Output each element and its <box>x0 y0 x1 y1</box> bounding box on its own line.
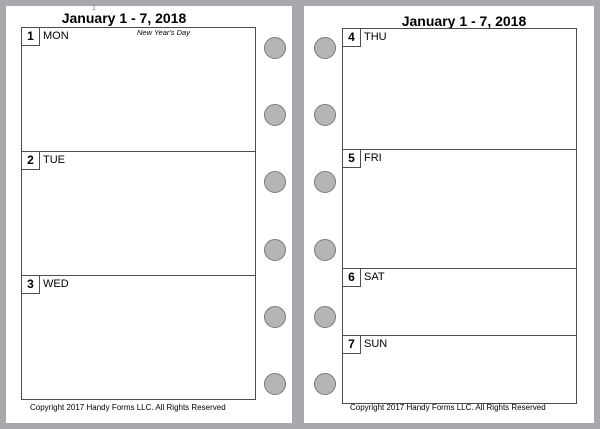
day-number: 1 <box>22 28 40 46</box>
day-box-friday[interactable] <box>343 150 576 269</box>
day-box-thursday[interactable] <box>343 29 576 150</box>
day-grid-right <box>342 28 577 404</box>
right-planner-page <box>304 6 594 423</box>
binder-hole-icon <box>264 37 286 59</box>
day-number: 2 <box>22 152 40 170</box>
binder-hole-icon <box>314 373 336 395</box>
holiday-label: New Year's Day <box>137 28 190 37</box>
day-name: SAT <box>364 271 385 283</box>
day-grid-left <box>21 27 256 400</box>
day-box-monday[interactable] <box>22 28 255 152</box>
binder-hole-icon <box>264 373 286 395</box>
binder-hole-icon <box>314 306 336 328</box>
day-box-tuesday[interactable] <box>22 152 255 276</box>
binder-hole-icon <box>264 104 286 126</box>
day-box-sunday[interactable] <box>343 336 576 403</box>
day-box-saturday[interactable] <box>343 269 576 336</box>
left-planner-page <box>6 6 292 423</box>
day-name: SUN <box>364 338 388 350</box>
day-number: 7 <box>343 336 361 354</box>
day-number: 4 <box>343 29 361 47</box>
day-name: TUE <box>43 154 65 166</box>
day-number: 3 <box>22 276 40 294</box>
day-number: 6 <box>343 269 361 287</box>
binder-hole-icon <box>264 171 286 193</box>
binder-hole-icon <box>314 239 336 261</box>
binder-hole-icon <box>264 306 286 328</box>
week-title-right: January 1 - 7, 2018 <box>401 13 527 29</box>
binder-hole-icon <box>264 239 286 261</box>
day-name: MON <box>43 30 69 42</box>
day-number: 5 <box>343 150 361 168</box>
day-name: THU <box>364 31 387 43</box>
binder-hole-icon <box>314 37 336 59</box>
day-name: WED <box>43 278 69 290</box>
week-title-left: January 1 - 7, 2018 <box>61 10 187 26</box>
binder-hole-icon <box>314 104 336 126</box>
page-mark: 1 <box>92 5 96 12</box>
binder-hole-icon <box>314 171 336 193</box>
day-name: FRI <box>364 152 382 164</box>
copyright-footer-left: Copyright 2017 Handy Forms LLC. All Rights Reserved <box>30 403 226 412</box>
copyright-footer-right: Copyright 2017 Handy Forms LLC. All Rights Reserved <box>350 403 546 412</box>
day-box-wednesday[interactable] <box>22 276 255 399</box>
